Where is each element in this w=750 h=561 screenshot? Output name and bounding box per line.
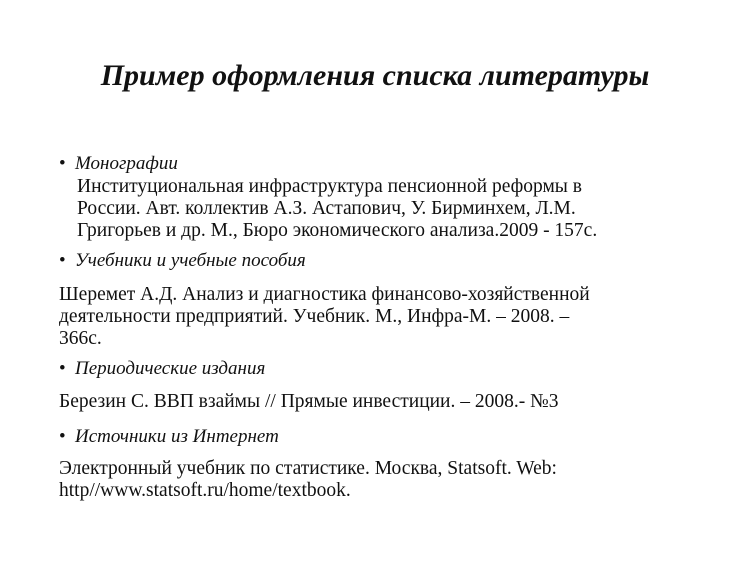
reference-line: Институциональная инфраструктура пенсионной реформы в: [77, 176, 582, 197]
reference-line: Григорьев и др. М., Бюро экономического анализа.2009 - 157с.: [77, 220, 598, 241]
reference-entry-textbook: [59, 284, 590, 350]
bullet-icon: •: [59, 153, 66, 174]
section-heading-label: Периодические издания: [75, 358, 266, 379]
section-heading-internet-sources: [59, 426, 279, 448]
reference-entry-monograph: [77, 176, 597, 242]
section-heading-label: Источники из Интернет: [75, 426, 279, 447]
reference-line: http//www.statsoft.ru/home/textbook.: [59, 480, 351, 501]
reference-entry-internet: [59, 458, 557, 502]
reference-line: Электронный учебник по статистике. Москва, Statsoft. Web:: [59, 458, 557, 479]
reference-line: России. Авт. коллектив А.З. Астапович, У. Бирминхем, Л.М.: [77, 198, 576, 219]
section-heading-monographs: [59, 153, 178, 175]
section-heading-periodicals: [59, 358, 265, 380]
reference-line: Березин С. ВВП взаймы // Прямые инвестиции. – 2008.- №3: [59, 391, 559, 412]
reference-line: деятельности предприятий. Учебник. М., Инфра-М. – 2008. –: [59, 306, 570, 327]
section-heading-label: Монографии: [75, 153, 178, 174]
section-heading-label: Учебники и учебные пособия: [75, 250, 306, 271]
reference-entry-periodical: [59, 391, 558, 413]
section-heading-textbooks: [59, 250, 306, 272]
slide-title: Пример оформления списка литературы: [100, 59, 650, 92]
bullet-icon: •: [59, 358, 66, 379]
bullet-icon: •: [59, 250, 66, 271]
reference-line: 366с.: [59, 328, 102, 349]
bullet-icon: •: [59, 426, 66, 447]
reference-line: Шеремет А.Д. Анализ и диагностика финансово-хозяйственной: [59, 284, 590, 305]
